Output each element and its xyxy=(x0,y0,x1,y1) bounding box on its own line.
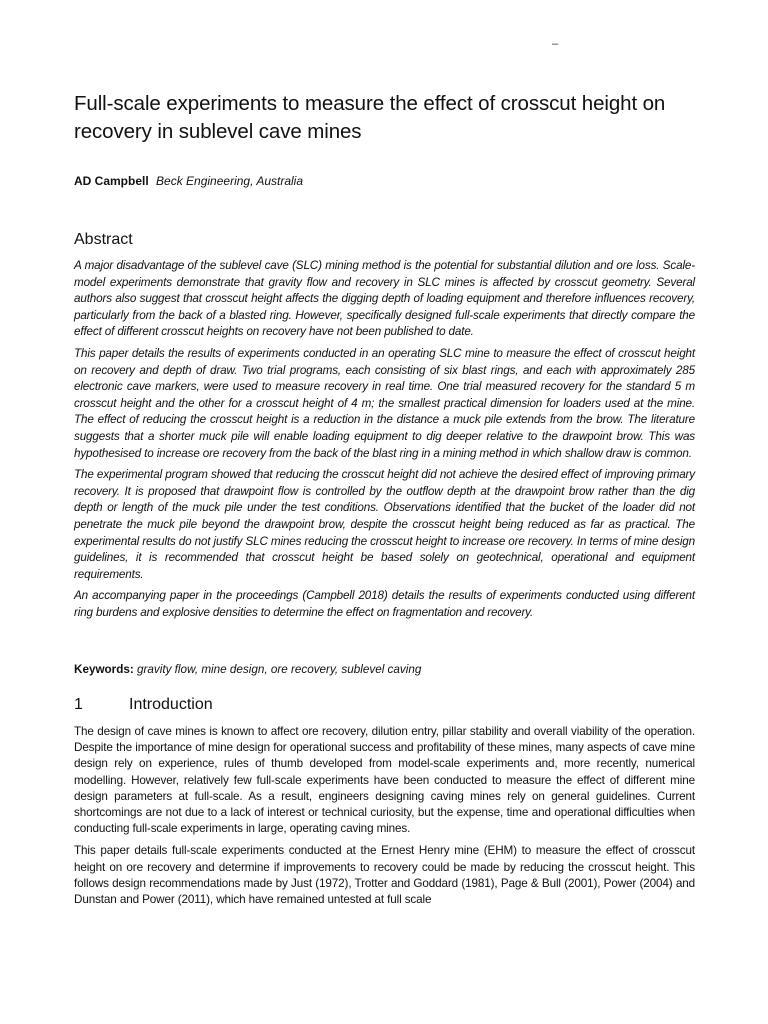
section-number: 1 xyxy=(74,696,83,713)
abstract-body xyxy=(74,258,695,626)
keywords-values: gravity flow, mine design, ore recovery, sublevel caving xyxy=(137,663,422,676)
abstract-paragraph: This paper details the results of experiments conducted in an operating SLC mine to measure the effect of crosscut height on recovery and depth of draw. Two trial programs, each consisting of six blast rings, and each with approximately 285 electronic cave markers, were used to measure recovery in real time. One trial measured recovery for the standard 5 m crosscut height and the other for a crosscut height of 4 m; the smallest practical dimension for loaders used at the mine. The effect of reducing the crosscut height is a reduction in the distance a muck pile extends from the brow. The literature suggests that a shorter muck pile will enable loading equipment to dig deeper relative to the drawpoint brow. This was hypothesised to increase ore recovery from the back of the blast ring in a mining method in which shallow draw is common. xyxy=(74,346,695,460)
keywords-line xyxy=(74,662,421,679)
section-heading-introduction xyxy=(74,694,213,716)
abstract-paragraph: An accompanying paper in the proceedings (Campbell 2018) details the results of experiments conducted using different ring burdens and explosive densities to determine the effect on fragmentation and recovery. xyxy=(74,589,695,619)
body-paragraph: This paper details full-scale experiments conducted at the Ernest Henry mine (EHM) to measure the effect of crosscut height on ore recovery and determine if improvements to recovery could be made by reducing the crosscut height. This follows design recommendations made by Just (1972), Trotter and Goddard (1981), Page & Bull (2001), Power (2004) and Dunstan and Power (2011), which have remained untested at full scale xyxy=(74,844,695,907)
author-line xyxy=(74,174,303,189)
paper-title: Full-scale experiments to measure the effect of crosscut height on recovery in sublevel cave mines xyxy=(74,92,666,143)
author-name: AD Campbell xyxy=(74,174,149,188)
abstract-paragraph: A major disadvantage of the sublevel cave (SLC) mining method is the potential for substantial dilution and ore loss. Scale-model experiments demonstrate that gravity flow and recovery in SLC mines is affected by crosscut geometry. Several authors also suggest that crosscut height affects the digging depth of loading equipment and therefore influences recovery, particularly from the back of a blasted ring. However, specifically designed full-scale experiments that directly compare the effect of different crosscut heights on recovery have not been published to date. xyxy=(74,259,695,339)
abstract-heading: Abstract xyxy=(74,231,133,248)
author-affiliation: Beck Engineering, Australia xyxy=(156,174,304,188)
section-title: Introduction xyxy=(129,696,213,713)
introduction-body xyxy=(74,724,695,914)
body-paragraph: The design of cave mines is known to affect ore recovery, dilution entry, pillar stability and overall viability of the operation. Despite the importance of mine design for operational success and profitability of these mines, many aspects of cave mine design rely on experience, rules of thumb developed from model-scale experiments and, more recently, numerical modelling. However, relatively few full-scale experiments have been conducted to measure the effect of different mine design parameters at full-scale. As a result, engineers designing caving mines rely on general guidelines. Current shortcomings are not due to a lack of interest or technical curiosity, but the expense, time and operational difficulties when conducting full-scale experiments in large, operating caving mines. xyxy=(74,725,695,836)
keywords-label: Keywords: xyxy=(74,663,134,676)
abstract-paragraph: The experimental program showed that reducing the crosscut height did not achieve the desired effect of improving primary recovery. It is proposed that drawpoint flow is controlled by the outflow depth at the drawpoint brow rather than the dig depth or length of the muck pile under the test conditions. Observations identified that the bucket of the loader did not penetrate the muck pile beyond the drawpoint brow, despite the crosscut height being reduced as far as practical. The experimental results do not justify SLC mines reducing the crosscut height to increase ore recovery. In terms of mine design guidelines, it is recommended that crosscut height be based solely on geotechnical, operational and equipment requirements. xyxy=(74,468,695,581)
corner-mark: – xyxy=(552,38,559,50)
